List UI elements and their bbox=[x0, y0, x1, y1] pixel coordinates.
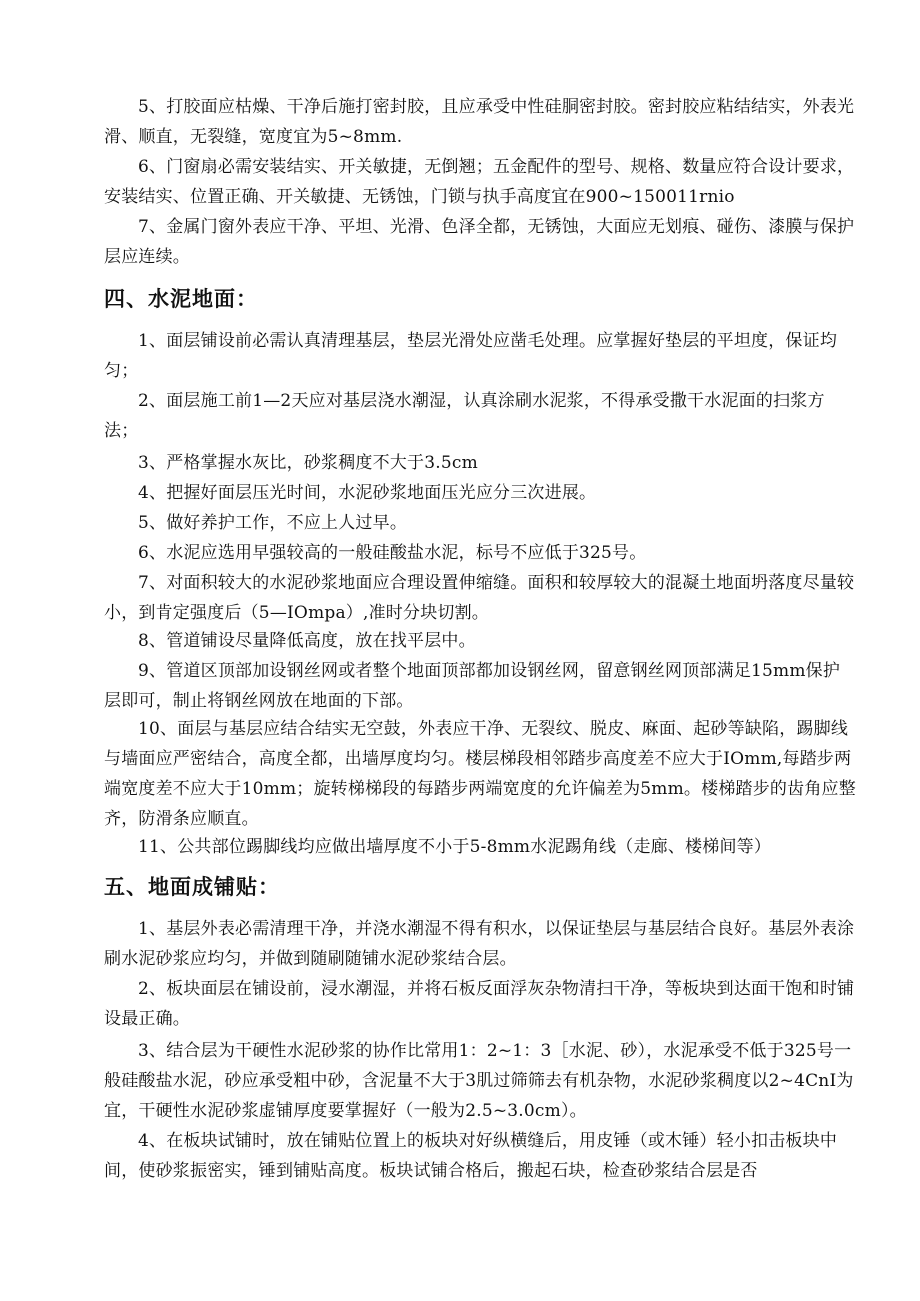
s4-item-6: 6、水泥应选用早强较高的一般硅酸盐水泥，标号不应低于325号。 bbox=[138, 543, 647, 563]
s4-item-8: 8、管道铺设尽量降低高度，放在找平层中。 bbox=[138, 631, 476, 651]
s4-item-3: 3、严格掌握水灰比，砂浆稠度不大于3.5cm bbox=[138, 453, 478, 473]
s4-item-1: 1、面层铺设前必需认真清理基层，垫层光滑处应凿毛处理。应掌握好垫层的平坦度，保证均匀； bbox=[104, 331, 838, 381]
s5-item-1: 1、基层外表必需清理干净，并浇水潮湿不得有积水，以保证垫层与基层结合良好。基层外表涂刷水泥砂浆应均匀，并做到随刷随铺水泥砂浆结合层。 bbox=[104, 919, 855, 969]
paragraph-item-6: 6、门窗扇必需安装结实、开关敏捷，无倒翘；五金配件的型号、规格、数量应符合设计要求，安装结实、位置正确、开关敏捷、无锈蚀，门锁与执手高度宜在900~150011rnio bbox=[104, 157, 855, 207]
s5-item-4: 4、在板块试铺时，放在铺贴位置上的板块对好纵横缝后，用皮锤（或木锤）轻小扣击板块中间，使砂浆振密实，锤到铺贴高度。板块试铺合格后，搬起石块，检查砂浆结合层是否 bbox=[104, 1131, 838, 1181]
section-5-heading: 五、地面成铺贴： bbox=[104, 874, 280, 899]
s4-item-7: 7、对面积较大的水泥砂浆地面应合理设置伸缩缝。面积和较厚较大的混凝土地面坍落度尽量较小，到肯定强度后（5—IOmpa）,准时分块切割。 bbox=[104, 573, 855, 623]
section-4-heading: 四、水泥地面： bbox=[104, 286, 258, 311]
s4-item-2: 2、面层施工前1—2天应对基层浇水潮湿，认真涂刷水泥浆，不得承受撒干水泥面的扫浆方法； bbox=[104, 391, 825, 441]
s4-item-9: 9、管道区顶部加设钢丝网或者整个地面顶部都加设钢丝网，留意钢丝网顶部满足15mm保护层即可，制止将钢丝网放在地面的下部。 bbox=[104, 661, 841, 711]
paragraph-item-5: 5、打胶面应枯燥、干净后施打密封胶，且应承受中性硅胴密封胶。密封胶应粘结结实，外表光滑、顺直，无裂缝，宽度宜为5~8mm. bbox=[104, 97, 855, 147]
s4-item-4: 4、把握好面层压光时间，水泥砂浆地面压光应分三次进展。 bbox=[138, 483, 597, 503]
s4-item-10: 10、面层与基层应结合结实无空鼓，外表应干净、无裂纹、脱皮、麻面、起砂等缺陷，踢脚线与墙面应严密结合，高度全都，出墙厚度均匀。楼层梯段相邻踏步高度差不应大于IOmm,每踏步两端宽度差不应大于10mm；旋转梯梯段的每踏步两端宽度的允许偏差为5mm。楼梯踏步的齿角应整齐，防滑条应顺直。 bbox=[104, 719, 856, 829]
s4-item-11: 11、公共部位踢脚线均应做出墙厚度不小于5-8mm水泥踢角线（走廊、楼梯间等） bbox=[138, 837, 772, 857]
s5-item-2: 2、板块面层在铺设前，浸水潮湿，并将石板反面浮灰杂物清扫干净，等板块到达面干饱和时铺设最正确。 bbox=[104, 979, 855, 1029]
s4-item-5: 5、做好养护工作，不应上人过早。 bbox=[138, 513, 408, 533]
paragraph-item-7: 7、金属门窗外表应干净、平坦、光滑、色泽全都，无锈蚀，大面应无划痕、碰伤、漆膜与保护层应连续。 bbox=[104, 217, 855, 267]
s5-item-3: 3、结合层为干硬性水泥砂浆的协作比常用1：2~1：3［水泥、砂），水泥承受不低于325号一般硅酸盐水泥，砂应承受粗中砂，含泥量不大于3肌过筛筛去有机杂物，水泥砂浆稠度以2~4CnI为宜，干硬性水泥砂浆虚铺厚度要掌握好（一般为2.5~3.0cm）。 bbox=[104, 1041, 854, 1121]
